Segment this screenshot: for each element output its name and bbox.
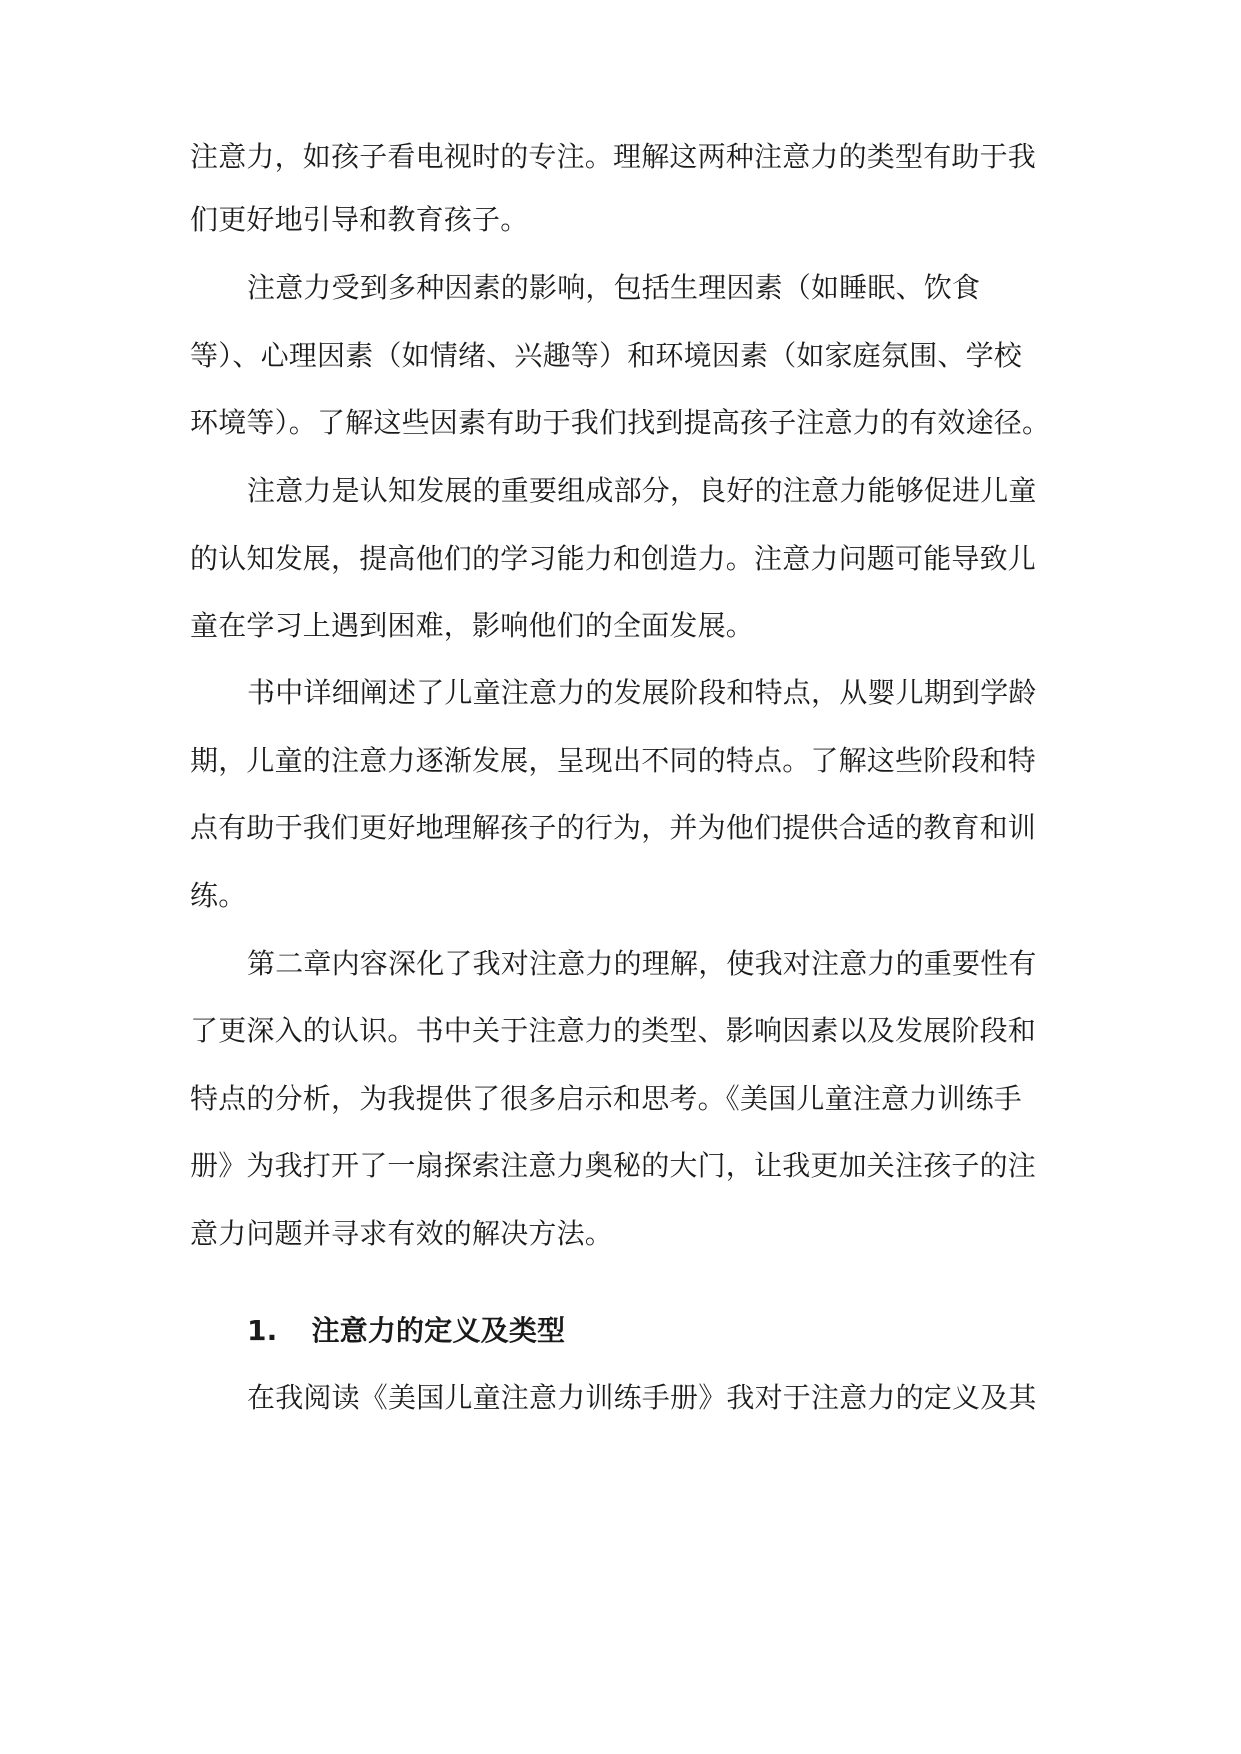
- paragraph-2-line-1: 注意力受到多种因素的影响，包括生理因素（如睡眠、饮食: [247, 271, 981, 304]
- section-heading-title: 注意力的定义及类型: [311, 1314, 566, 1347]
- paragraph-1-line-1: 注意力，如孩子看电视时的专注。理解这两种注意力的类型有助于我: [190, 140, 1037, 173]
- paragraph-5-line-3: 特点的分析，为我提供了很多启示和思考。《美国儿童注意力训练手: [190, 1082, 1023, 1115]
- paragraph-2-line-3: 环境等）。了解这些因素有助于我们找到提高孩子注意力的有效途径。: [190, 406, 1051, 439]
- section-heading-number: 1.: [247, 1314, 278, 1347]
- paragraph-5-line-2: 了更深入的认识。书中关于注意力的类型、影响因素以及发展阶段和: [190, 1014, 1037, 1047]
- paragraph-3-line-2: 的认知发展，提高他们的学习能力和创造力。注意力问题可能导致儿: [190, 542, 1037, 575]
- paragraph-4-line-2: 期，儿童的注意力逐渐发展，呈现出不同的特点。了解这些阶段和特: [190, 744, 1037, 777]
- paragraph-5-line-5: 意力问题并寻求有效的解决方法。: [190, 1217, 614, 1250]
- document-body: [190, 0, 1090, 1754]
- paragraph-5-line-4: 册》为我打开了一扇探索注意力奥秘的大门，让我更加关注孩子的注: [190, 1149, 1037, 1182]
- paragraph-4-line-4: 练。: [190, 879, 247, 912]
- paragraph-4-line-1: 书中详细阐述了儿童注意力的发展阶段和特点，从婴儿期到学龄: [247, 676, 1037, 709]
- paragraph-3-line-3: 童在学习上遇到困难，影响他们的全面发展。: [190, 609, 755, 642]
- paragraph-2-line-2: 等）、心理因素（如情绪、兴趣等）和环境因素（如家庭氛围、学校: [190, 339, 1023, 372]
- paragraph-4-line-3: 点有助于我们更好地理解孩子的行为，并为他们提供合适的教育和训: [190, 811, 1037, 844]
- paragraph-5-line-1: 第二章内容深化了我对注意力的理解，使我对注意力的重要性有: [247, 947, 1037, 980]
- paragraph-3-line-1: 注意力是认知发展的重要组成部分，良好的注意力能够促进儿童: [247, 474, 1037, 507]
- paragraph-6-line-1: 在我阅读《美国儿童注意力训练手册》我对于注意力的定义及其: [247, 1381, 1037, 1414]
- section-heading: [190, 1311, 565, 1351]
- paragraph-1-line-2: 们更好地引导和教育孩子。: [190, 203, 529, 236]
